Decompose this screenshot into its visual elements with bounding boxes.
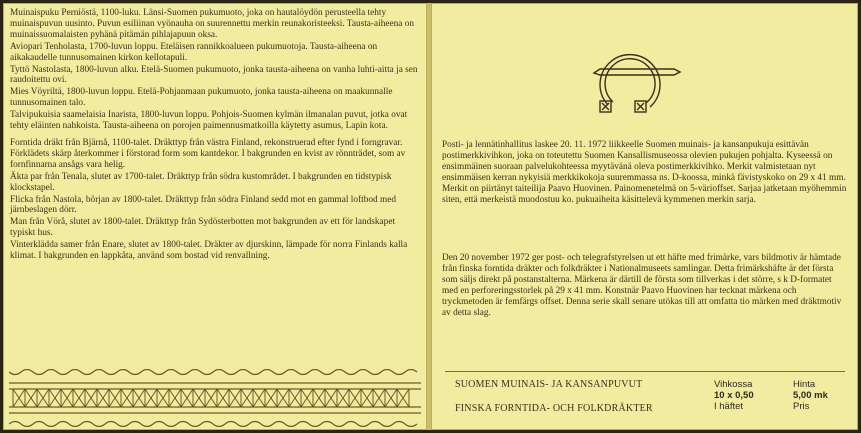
contents-label-fi: Vihkossa [714, 379, 753, 390]
contents-value: 10 x 0,50 [714, 390, 754, 401]
fi-paragraph-2: Aviopari Tenholasta, 1700-luvun loppu. Eteläisen rannikkoalueen pukumuotoja. Tausta-aiheena on aikakaudelle tunnusomainen kirkon kellotapuli. [10, 41, 378, 63]
sv-paragraph-5: Vinterklädda samer från Enare, slutet av 1800-talet. Dräkter av djurskinn, lämpade för norra Finlands kalla klimat. I bakgrunden en lappkåta, använd som bostad vid renvallning. [10, 240, 408, 262]
booklet-title-sv: FINSKA FORNTIDA- OCH FOLKDRÄKTER [455, 403, 653, 414]
left-page [3, 3, 427, 430]
sv-paragraph-2: Äkta par från Tenala, slutet av 1700-talet. Dräkttyp från södra kustområdet. I bakgrunden en tidstypisk klockstapel. [10, 171, 392, 193]
fi-paragraph-3: Tyttö Nastolasta, 1800-luvun alku. Etelä-Suomen pukumuoto, jonka tausta-aiheena on vanha luhti-aitta ja sen raudoitettu ovi. [10, 64, 418, 86]
fi-description: Posti- ja lennätinhallitus laskee 20. 11. 1972 liikkeelle Suomen muinais- ja kansanpukuja esittävän postimerkkivihkon, joka on toteutettu Suomen Kansallismuseossa olevien pukujen pohjalta. Kyseessä on ensimmäinen suoraan palvelukohteessa myytävänä oleva postimerkkivihko. Merkit valmistetaan nyt ensimmäisen kerran nykyisiä merkkikokoja suuremmassa ns. D-koossa, minkä fävistyskoko on 29 x 41 mm. Merkit on piirtänyt taiteilija Paavo Huovinen. Painomenetelmä on 5-värioffset. Sarjaa jatketaan myöhemmin siten, että merkeistä muodostuu ko. pukuaiheita käsittelevä kymmenen merkin sarja. [442, 140, 847, 205]
footer-rule-top [445, 371, 845, 372]
price-label-fi: Hinta [793, 379, 816, 390]
left-text [10, 8, 420, 263]
woven-band-decoration [9, 369, 421, 427]
price-label-sv: Pris [793, 401, 810, 412]
price-value: 5,00 mk [793, 390, 828, 401]
sv-paragraph-3: Flicka från Nastola, början av 1800-talet. Dräkttyp från södra Finland sedd mot en gammal loftbod med järnbeslagen dörr. [10, 194, 396, 216]
fi-paragraph-1: Muinaispuku Perniöstä, 1100-luku. Länsi-Suomen pukumuoto, joka on hautalöydön perusteella tehty muinaispuvun uusinto. Puvun esiliinan vyönauha on suurennettu merkin reunakoristeeksi. Tausta-aiheena on muinaissuomalaisten pyhänä pitämän pihlajapuun oksa. [10, 8, 415, 40]
contents-label-sv: I häftet [714, 401, 744, 412]
sv-description: Den 20 november 1972 ger post- och telegrafstyrelsen ut ett häfte med frimärke, vars bildmotiv är hämtade från finska forntida dräkter och folkdräkter i Nationalmuseets samlingar. Detta frimärkshäfte är det första som säljs direkt på postanstalterna. Märkena är därtill de första som tillverkas i det större, s k D-formatet med en perforeringsstorlek på 29 x 41 mm. Konstnär Paavo Huovinen har tecknat märkena och tryckmetoden är femfärgs offset. Denna serie skall senare utökas till att omfatta tio märken med dräktmotiv av detta slag. [442, 253, 842, 318]
contents-column [714, 379, 754, 412]
sv-paragraph-4: Man från Vörå, slutet av 1800-talet. Dräkttyp från Sydösterbotten mot bakgrunden av ett för landskapet typiskt hus. [10, 217, 396, 239]
price-column [793, 379, 828, 412]
booklet-sheet [3, 3, 858, 430]
fi-paragraph-4: Mies Vöyriltä, 1800-luvun loppu. Etelä-Pohjanmaan pukumuoto, jonka tausta-aiheena on maakunnalle tunnusomainen talo. [10, 87, 393, 109]
booklet-title-fi: SUOMEN MUINAIS- JA KANSANPUVUT [455, 379, 643, 390]
fi-paragraph-5: Talvipukuisia saamelaisia Inarista, 1800-luvun loppu. Pohjois-Suomen kylmän ilmanalan puvut, jotka ovat tehty eläinten nahkoista. Tausta-aiheena on porojen paimennusmatkoilla käytetty asumus, Lapin kota. [10, 110, 408, 132]
penannular-brooch-icon [586, 35, 686, 135]
sv-paragraph-1: Forntida dräkt från Bjärnå, 1100-talet. Dräkttyp från västra Finland, rekonstruerad efter fynd i forngravar. Förklädets skärp återkommer i förstorad form som kantdekor. I bakgrunden en kvist av rönnträdet, som av fornfinnarna ansågs vara helig. [10, 137, 406, 170]
